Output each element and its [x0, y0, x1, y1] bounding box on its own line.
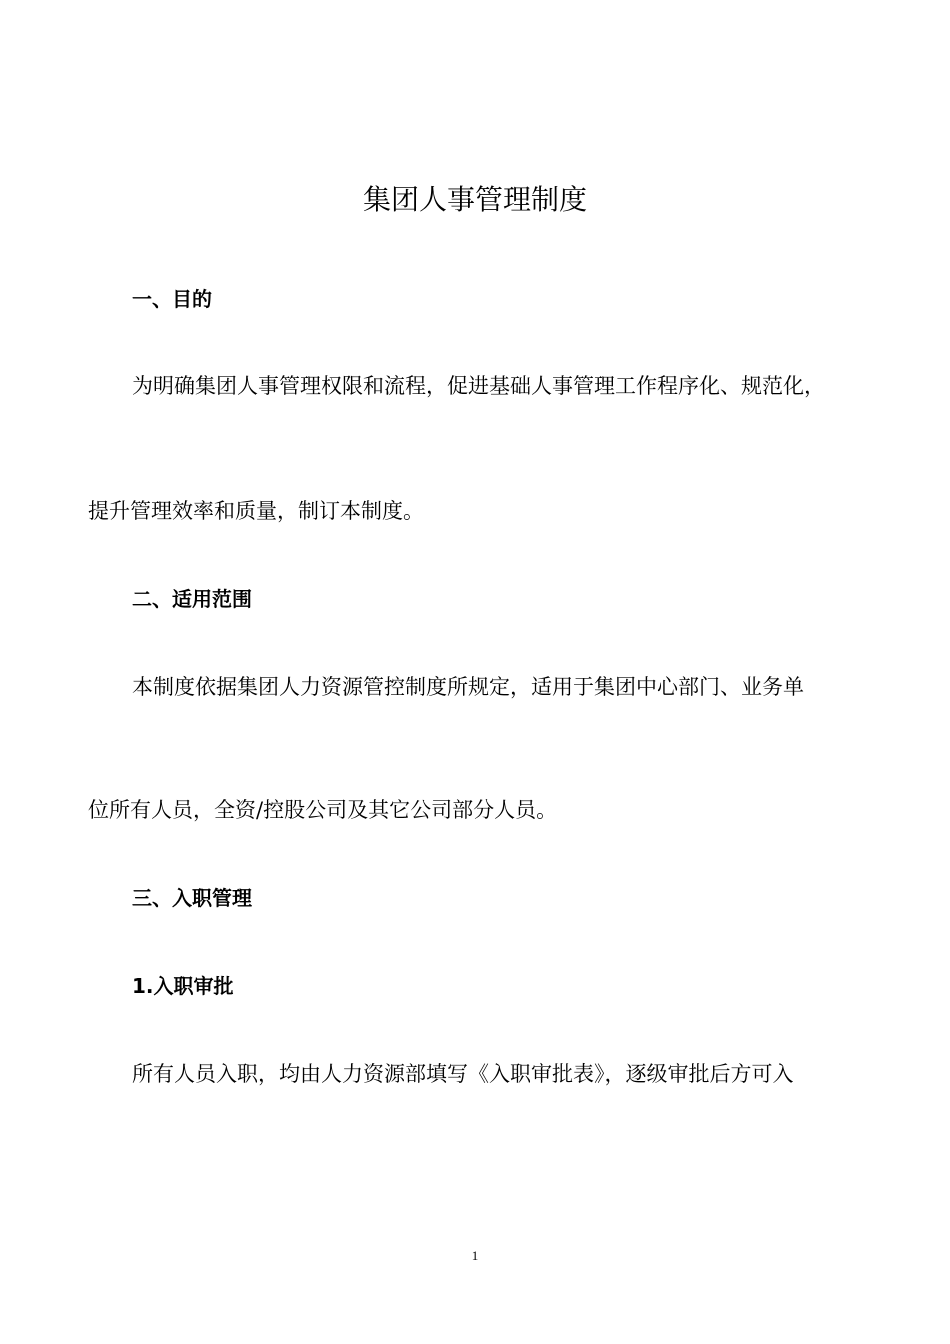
paragraph-scope-line-1: 本制度依据集团人力资源管控制度所规定，适用于集团中心部门、业务单	[132, 675, 804, 699]
paragraph-purpose-line-2: 提升管理效率和质量，制订本制度。	[88, 499, 424, 523]
page-number: 1	[471, 1248, 479, 1263]
section-heading-scope: 二、适用范围	[132, 587, 252, 611]
subsection-heading-onboarding-approval: 1.入职审批	[132, 974, 234, 998]
document-title: 集团人事管理制度	[362, 183, 587, 216]
paragraph-purpose-line-1: 为明确集团人事管理权限和流程，促进基础人事管理工作程序化、规范化，	[132, 374, 825, 398]
paragraph-scope-line-2: 位所有人员，全资/控股公司及其它公司部分人员。	[88, 798, 558, 822]
section-heading-purpose: 一、目的	[132, 287, 212, 311]
paragraph-onboarding-line-1: 所有人员入职，均由人力资源部填写《入职审批表》，逐级审批后方可入	[132, 1062, 794, 1086]
section-heading-onboarding: 三、入职管理	[132, 886, 252, 910]
